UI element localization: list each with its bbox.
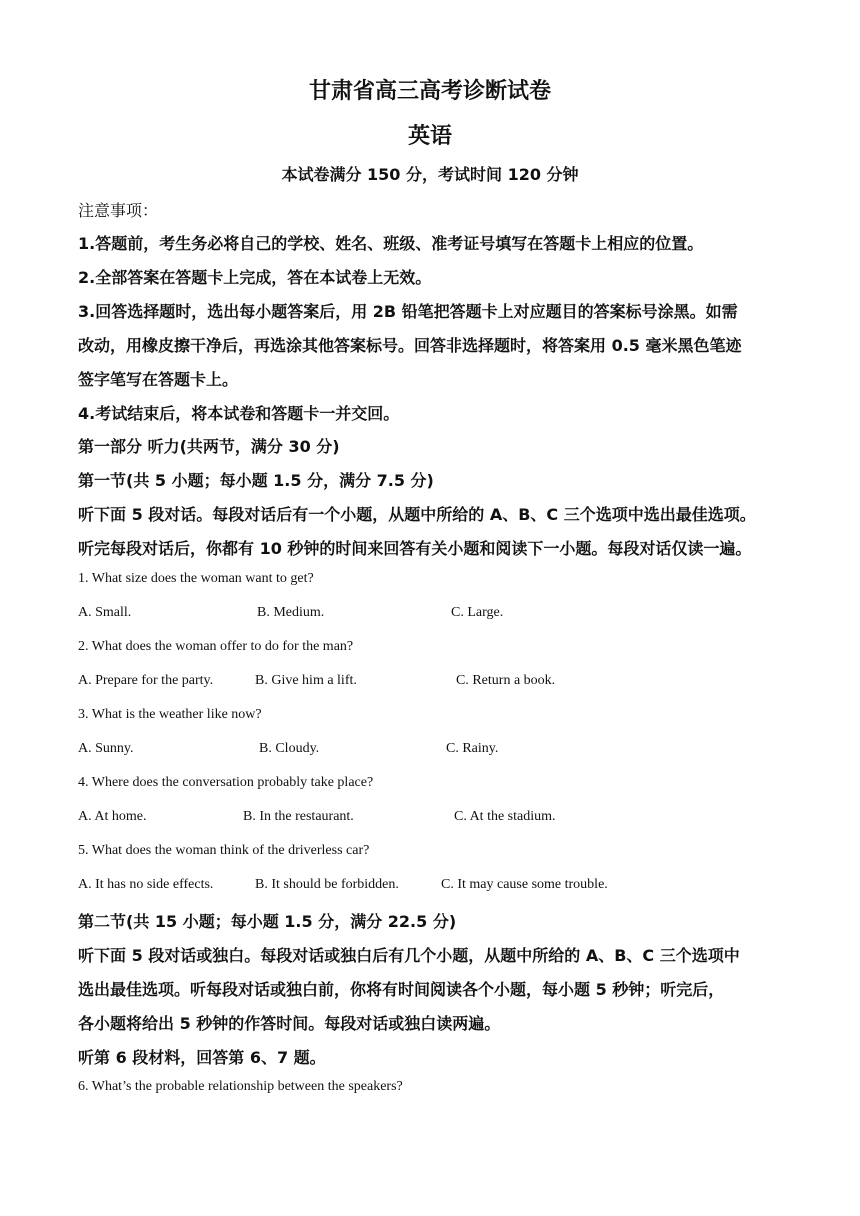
note-line: 改动，用橡皮擦干净后，再选涂其他答案标号。回答非选择题时，将答案用 0.5 毫米黑色笔迹	[78, 336, 742, 355]
option-a: A. Small.	[78, 605, 132, 620]
note-line: 4.考试结束后，将本试卷和答题卡一并交回。	[78, 404, 400, 423]
option-c: C. Return a book.	[456, 673, 556, 688]
exam-info: 本试卷满分 150 分，考试时间 120 分钟	[281, 165, 579, 184]
question-text: 5. What does the woman think of the driverless car?	[78, 843, 370, 858]
note-line: 2.全部答案在答题卡上完成，答在本试卷上无效。	[78, 268, 432, 287]
option-b: B. It should be forbidden.	[255, 877, 399, 892]
option-a: A. It has no side effects.	[78, 877, 214, 892]
option-a: A. Prepare for the party.	[78, 673, 214, 688]
option-c: C. It may cause some trouble.	[441, 877, 608, 892]
note-line: 1.答题前，考生务必将自己的学校、姓名、班级、准考证号填写在答题卡上相应的位置。	[78, 234, 704, 253]
section2-heading: 第二节(共 15 小题；每小题 1.5 分，满分 22.5 分)	[78, 912, 457, 931]
section1-instruction: 听完每段对话后，你都有 10 秒钟的时间来回答有关小题和阅读下一小题。每段对话仅读一遍。	[78, 539, 752, 558]
option-c: C. Large.	[451, 605, 504, 620]
option-a: A. At home.	[78, 809, 147, 824]
section2-instruction: 听下面 5 段对话或独白。每段对话或独白后有几个小题，从题中所给的 A、B、C 三个选项中	[78, 946, 740, 965]
exam-title: 甘肃省高三高考诊断试卷	[308, 79, 551, 104]
option-b: B. Cloudy.	[259, 741, 320, 756]
note-line: 3.回答选择题时，选出每小题答案后，用 2B 铅笔把答题卡上对应题目的答案标号涂黑。如需	[78, 302, 738, 321]
subject-title: 英语	[407, 124, 452, 149]
option-a: A. Sunny.	[78, 741, 134, 756]
section1-instruction: 听下面 5 段对话。每段对话后有一个小题，从题中所给的 A、B、C 三个选项中选出最佳选项。	[78, 505, 756, 524]
note-line: 签字笔写在答题卡上。	[78, 370, 239, 389]
option-c: C. At the stadium.	[454, 809, 556, 824]
section1-heading: 第一节(共 5 小题；每小题 1.5 分，满分 7.5 分)	[78, 471, 434, 490]
notes-heading: 注意事项：	[78, 201, 159, 220]
material-heading: 听第 6 段材料，回答第 6、7 题。	[78, 1048, 326, 1067]
question-text: 2. What does the woman offer to do for the man?	[78, 639, 354, 654]
option-b: B. Medium.	[257, 605, 325, 620]
question-text: 1. What size does the woman want to get?	[78, 571, 314, 586]
option-b: B. In the restaurant.	[243, 809, 354, 824]
section2-instruction: 各小题将给出 5 秒钟的作答时间。每段对话或独白读两遍。	[78, 1014, 501, 1033]
section2-instruction: 选出最佳选项。听每段对话或独白前，你将有时间阅读各个小题，每小题 5 秒钟；听完后，	[78, 980, 725, 999]
question-text: 3. What is the weather like now?	[78, 707, 262, 722]
option-c: C. Rainy.	[446, 741, 499, 756]
question-text: 4. Where does the conversation probably take place?	[78, 775, 374, 790]
option-b: B. Give him a lift.	[255, 673, 357, 688]
question-text: 6. What’s the probable relationship between the speakers?	[78, 1079, 403, 1094]
part1-heading: 第一部分 听力(共两节，满分 30 分)	[78, 437, 340, 456]
